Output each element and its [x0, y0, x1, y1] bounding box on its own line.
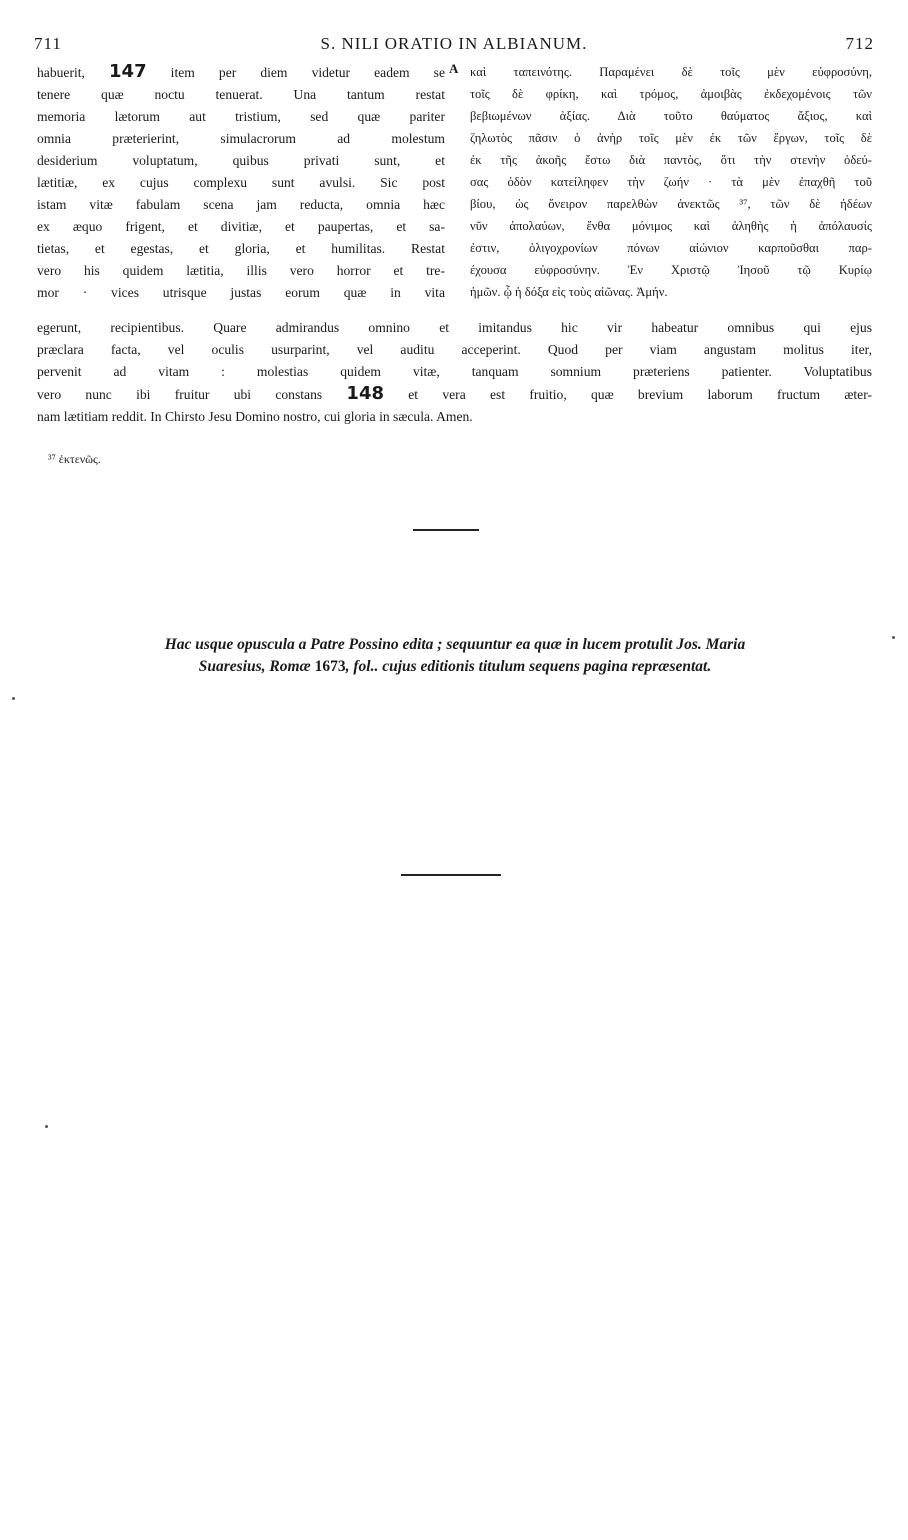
- running-title: S. NILI ORATIO IN ALBIANUM.: [320, 34, 588, 53]
- column-marker: A: [449, 61, 459, 76]
- column-number: 148: [346, 383, 384, 404]
- latin-column: [37, 61, 445, 304]
- latin-line: istam vitæ fabulam scena jam reducta, omnia hæc: [37, 197, 445, 212]
- latin-line: vero his quidem lætitia, illis vero horror et tre-: [37, 263, 445, 278]
- latin-line: vero nunc ibi fruitur ubi constans 148 et vera est fruitio, quæ brevium laborum fructum æter-: [37, 383, 872, 404]
- paper-speck: [12, 697, 15, 700]
- divider-rule: [413, 529, 479, 531]
- greek-line: έχουσα εὐφροσύνην. Ἐν Χριστῷ Ἰησοῦ τῷ Κυρίῳ: [470, 263, 872, 277]
- running-header: [34, 34, 874, 58]
- latin-line: ex æquo frigent, et divitiæ, et paupertas, et sa-: [37, 219, 445, 234]
- edition-year: 1673: [314, 658, 346, 675]
- latin-line: egerunt, recipientibus. Quare admirandus omnino et imitandus hic vir habeatur omnibus qui ejus: [37, 320, 872, 335]
- greek-line: ζηλωτὸς πᾶσιν ὁ ἀνὴρ τοῖς μὲν ἐκ τῶν ἔργων, τοῖς δὲ: [470, 131, 872, 145]
- footnote: ³⁷ ἐκτενῶς.: [48, 452, 101, 466]
- page-number-right: 712: [845, 34, 874, 53]
- greek-line: βεβιωμένων ἀξίας. Διὰ τοῦτο θαύματος ἄξιος, καὶ: [470, 109, 872, 123]
- greek-line: ἐκ τῆς ἀκοῆς ἔστω διὰ παντὸς, ὅτι τὴν στενὴν ὁδεύ-: [470, 153, 872, 167]
- greek-line: καὶ ταπεινότης. Παραμένει δὲ τοῖς μὲν εὐφροσύνη,: [470, 65, 872, 79]
- latin-line: habuerit, 147 item per diem videtur eadem se: [37, 61, 445, 82]
- latin-line: nam lætitiam reddit. In Chirsto Jesu Domino nostro, cui gloria in sæcula. Amen.: [37, 409, 473, 424]
- greek-column: [470, 61, 872, 303]
- latin-line: præclara facta, vel oculis usurparint, vel auditu acceperint. Quod per viam angustam molitus iter,: [37, 342, 872, 357]
- latin-line: tietas, et egestas, et gloria, et humilitas. Restat: [37, 241, 445, 256]
- latin-line: pervenit ad vitam : molestias quidem vitæ, tanquam somnium præteriens patienter. Voluptatibus: [37, 364, 872, 379]
- latin-line: mor · vices utrisque justas eorum quæ in vita: [37, 285, 445, 300]
- greek-line: βίου, ὡς ὄνειρον παρελθὼν ἀνεκτῶς ³⁷, τῶν δὲ ἡδέων: [470, 197, 872, 211]
- column-number: 147: [109, 61, 147, 82]
- latin-line: memoria lætorum aut tristium, sed quæ pariter: [37, 109, 445, 124]
- divider-rule: [401, 874, 501, 876]
- greek-line: ἐστιν, ὀλιγοχρονίων πόνων αἰώνιον καρποῦσθαι παρ-: [470, 241, 872, 255]
- page-number-left: 711: [34, 34, 62, 53]
- greek-line: ἡμῶν. ᾧ ἡ δόξα εἰς τοὺς αἰῶνας. Ἀμήν.: [470, 285, 668, 299]
- greek-line: τοῖς δὲ φρίκη, καὶ τρόμος, ἀμοιβὰς ἐκδεχομένοις τῶν: [470, 87, 872, 101]
- latin-continuation: [37, 317, 872, 428]
- editor-note-line: Hac usque opuscula a Patre Possino edita ; sequuntur ea quæ in lucem protulit Jos. Maria: [164, 636, 746, 653]
- greek-line: νῦν ἀπολαύων, ἔνθα μόνιμος καὶ ἀληθὴς ἡ ἀπόλαυσίς: [470, 219, 872, 233]
- latin-line: lætitiæ, ex cujus complexu sunt avulsi. Sic post: [37, 175, 445, 190]
- editor-note: [40, 634, 870, 678]
- paper-speck: [45, 1125, 48, 1128]
- latin-line: tenere quæ noctu tenuerat. Una tantum restat: [37, 87, 445, 102]
- latin-line: desiderium voluptatum, quibus privati sunt, et: [37, 153, 445, 168]
- greek-line: σας ὁδὸν κατείληφεν τὴν ζωήν · τὰ μὲν ἐπαχθῆ τοῦ: [470, 175, 872, 189]
- paper-speck: [892, 636, 895, 639]
- editor-note-line: Suaresius, Romæ 1673, fol.. cujus editionis titulum sequens pagina repræsentat.: [198, 658, 712, 675]
- latin-line: omnia præterierint, simulacrorum ad molestum: [37, 131, 445, 146]
